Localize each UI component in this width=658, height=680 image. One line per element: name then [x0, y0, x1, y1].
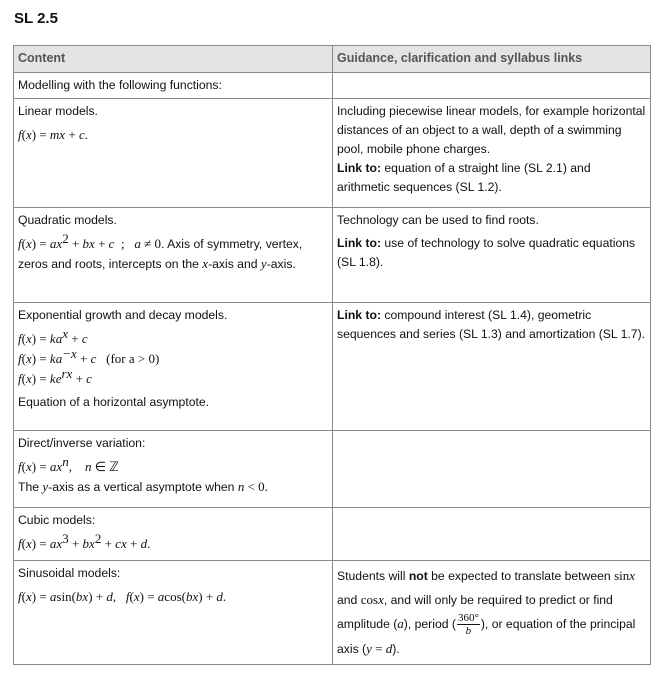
table-row — [14, 208, 651, 303]
exp-formula-1: $f(x) = ka^x + c$ — [18, 325, 88, 346]
variation-note: The y-axis as a vertical asymptote when n < 0. — [18, 479, 268, 494]
quadratic-content — [14, 208, 333, 303]
linear-guidance-text: Including piecewise linear models, for example horizontal distances of an object to a wall, depth of a swimming pool, mobile phone charges. — [337, 104, 646, 156]
header-row — [14, 46, 651, 73]
intro-cell: Modelling with the following functions: — [14, 73, 333, 99]
quadratic-link: Link to: use of technology to solve quadratic equations (SL 1.8). — [337, 236, 636, 269]
quadratic-guidance-text: Technology can be used to find roots. — [337, 213, 539, 227]
sinusoidal-guidance: Students will not be expected to translate between sinx and cosx, and will only be required to predict or find amplitude (a), period ( $\frac{360^\circ}{b}$ ), or equation of the principal axis (y = d). — [333, 561, 651, 665]
exponential-content — [14, 303, 333, 431]
guidance-header: Guidance, clarification and syllabus links — [333, 46, 651, 73]
table-row — [14, 73, 651, 99]
empty-cell — [333, 73, 651, 99]
variation-content — [14, 431, 333, 508]
table-row — [14, 303, 651, 431]
exp-formula-3: $f(x) = ke^{rx} + c$ — [18, 365, 92, 386]
linear-guidance — [333, 99, 651, 208]
table-row — [14, 431, 651, 508]
table-row — [14, 99, 651, 208]
section-heading: SL 2.5 — [14, 10, 58, 27]
quadratic-desc: $f(x) = ax^2$ + bx + c ; a ≠ 0. Axis of symmetry, vertex, zeros and roots, intercepts on the x-axis and y-axis. — [18, 230, 303, 271]
sinusoidal-formula: f(x) = asin(bx) + d, f(x) = acos(bx) + d. — [18, 589, 227, 604]
exponential-guidance — [333, 303, 651, 431]
exp-asymptote: Equation of a horizontal asymptote. — [18, 395, 210, 409]
exponential-link: Link to: compound interest (SL 1.4), geometric sequences and series (SL 1.3) and amortization (SL 1.7). — [337, 308, 646, 341]
cubic-formula: $f(x) = ax^3 + bx^2$ + cx + d. — [18, 530, 151, 551]
variation-formula: $f(x) = ax^n$, n ∈ ℤ — [18, 453, 119, 474]
linear-content — [14, 99, 333, 208]
table-row — [14, 508, 651, 561]
linear-title: Linear models. — [18, 104, 98, 118]
empty-cell — [333, 508, 651, 561]
exponential-title: Exponential growth and decay models. — [18, 308, 228, 322]
exp-formula-2: $f(x) = ka^{-x} + c$ (for a > 0) — [18, 345, 160, 366]
quadratic-guidance — [333, 208, 651, 303]
sinusoidal-content — [14, 561, 333, 665]
sinusoidal-title: Sinusoidal models: — [18, 566, 121, 580]
table-row — [14, 561, 651, 665]
empty-cell — [333, 431, 651, 508]
period-fraction: $\frac{360^\circ}{b}$ — [457, 612, 479, 638]
content-header: Content — [14, 46, 333, 73]
quadratic-title: Quadratic models. — [18, 213, 117, 227]
linear-formula: f(x) = mx + c. — [18, 127, 88, 142]
cubic-content — [14, 508, 333, 561]
linear-link: Link to: equation of a straight line (SL 2.1) and arithmetic sequences (SL 1.2). — [337, 161, 591, 194]
cubic-title: Cubic models: — [18, 513, 96, 527]
syllabus-table — [13, 45, 651, 665]
variation-title: Direct/inverse variation: — [18, 436, 146, 450]
